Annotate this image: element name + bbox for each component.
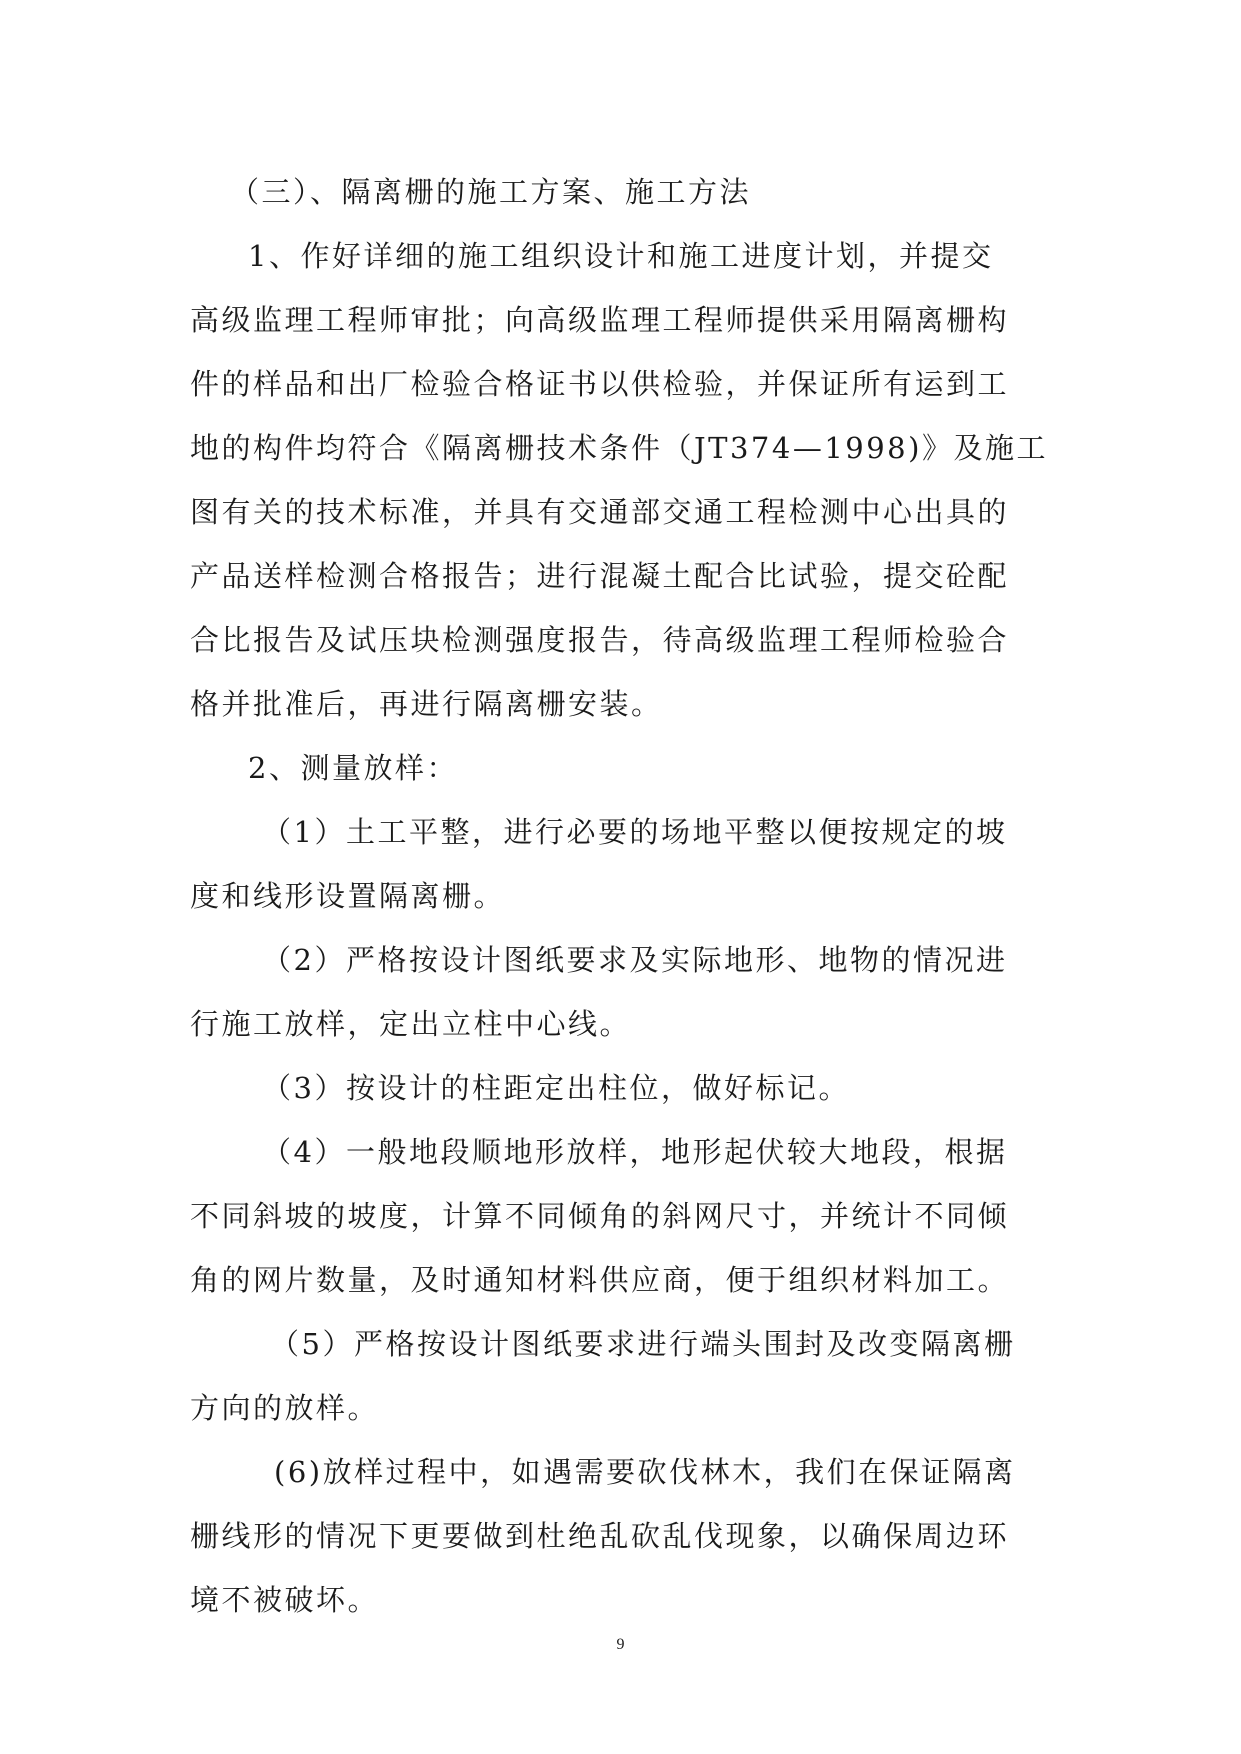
paragraph-item-1-line: 格并批准后，再进行隔离栅安装。 — [190, 687, 663, 721]
document-body — [190, 160, 1060, 1632]
paragraph-subitem-5-line: （5）严格按设计图纸要求进行端头围封及改变隔离栅 — [270, 1327, 1016, 1361]
paragraph-item-1-line: 合比报告及试压块检测强度报告，待高级监理工程师检验合 — [190, 623, 1010, 657]
paragraph-subitem-4-line: 不同斜坡的坡度，计算不同倾角的斜网尺寸，并统计不同倾 — [190, 1199, 1010, 1233]
paragraph-item-2-heading: 2、测量放样： — [248, 751, 458, 785]
paragraph-subitem-2-line: 行施工放样，定出立柱中心线。 — [190, 1007, 632, 1041]
paragraph-subitem-1-line: （1）土工平整，进行必要的场地平整以便按规定的坡 — [262, 815, 1008, 849]
paragraph-item-1-line: 高级监理工程师审批；向高级监理工程师提供采用隔离栅构 — [190, 303, 1010, 337]
page-number: 9 — [616, 1636, 625, 1653]
paragraph-item-1-line: 件的样品和出厂检验合格证书以供检验，并保证所有运到工 — [190, 367, 1010, 401]
paragraph-subitem-2-line: （2）严格按设计图纸要求及实际地形、地物的情况进 — [262, 943, 1008, 977]
paragraph-subitem-6-line: 栅线形的情况下更要做到杜绝乱砍乱伐现象，以确保周边环 — [190, 1519, 1010, 1553]
paragraph-subitem-6-line: (6)放样过程中，如遇需要砍伐林木，我们在保证隔离 — [274, 1455, 1016, 1489]
paragraph-item-1-line: 1、作好详细的施工组织设计和施工进度计划，并提交 — [248, 239, 994, 273]
paragraph-subitem-6-line: 境不被破坏。 — [190, 1583, 380, 1617]
paragraph-item-1-line: 产品送样检测合格报告；进行混凝土配合比试验，提交砼配 — [190, 559, 1010, 593]
paragraph-subitem-4-line: （4）一般地段顺地形放样，地形起伏较大地段，根据 — [262, 1135, 1008, 1169]
paragraph-subitem-5-line: 方向的放样。 — [190, 1391, 380, 1425]
paragraph-subitem-4-line: 角的网片数量，及时通知材料供应商，便于组织材料加工。 — [190, 1263, 1010, 1297]
paragraph-item-1-line: 图有关的技术标准，并具有交通部交通工程检测中心出具的 — [190, 495, 1010, 529]
section-heading: （三）、隔离栅的施工方案、施工方法 — [230, 175, 752, 209]
paragraph-item-1-line: 地的构件均符合《隔离栅技术条件（JT374—1998)》及施工 — [190, 431, 1048, 465]
paragraph-subitem-3-line: （3）按设计的柱距定出柱位，做好标记。 — [262, 1071, 850, 1105]
paragraph-subitem-1-line: 度和线形设置隔离栅。 — [190, 879, 506, 913]
